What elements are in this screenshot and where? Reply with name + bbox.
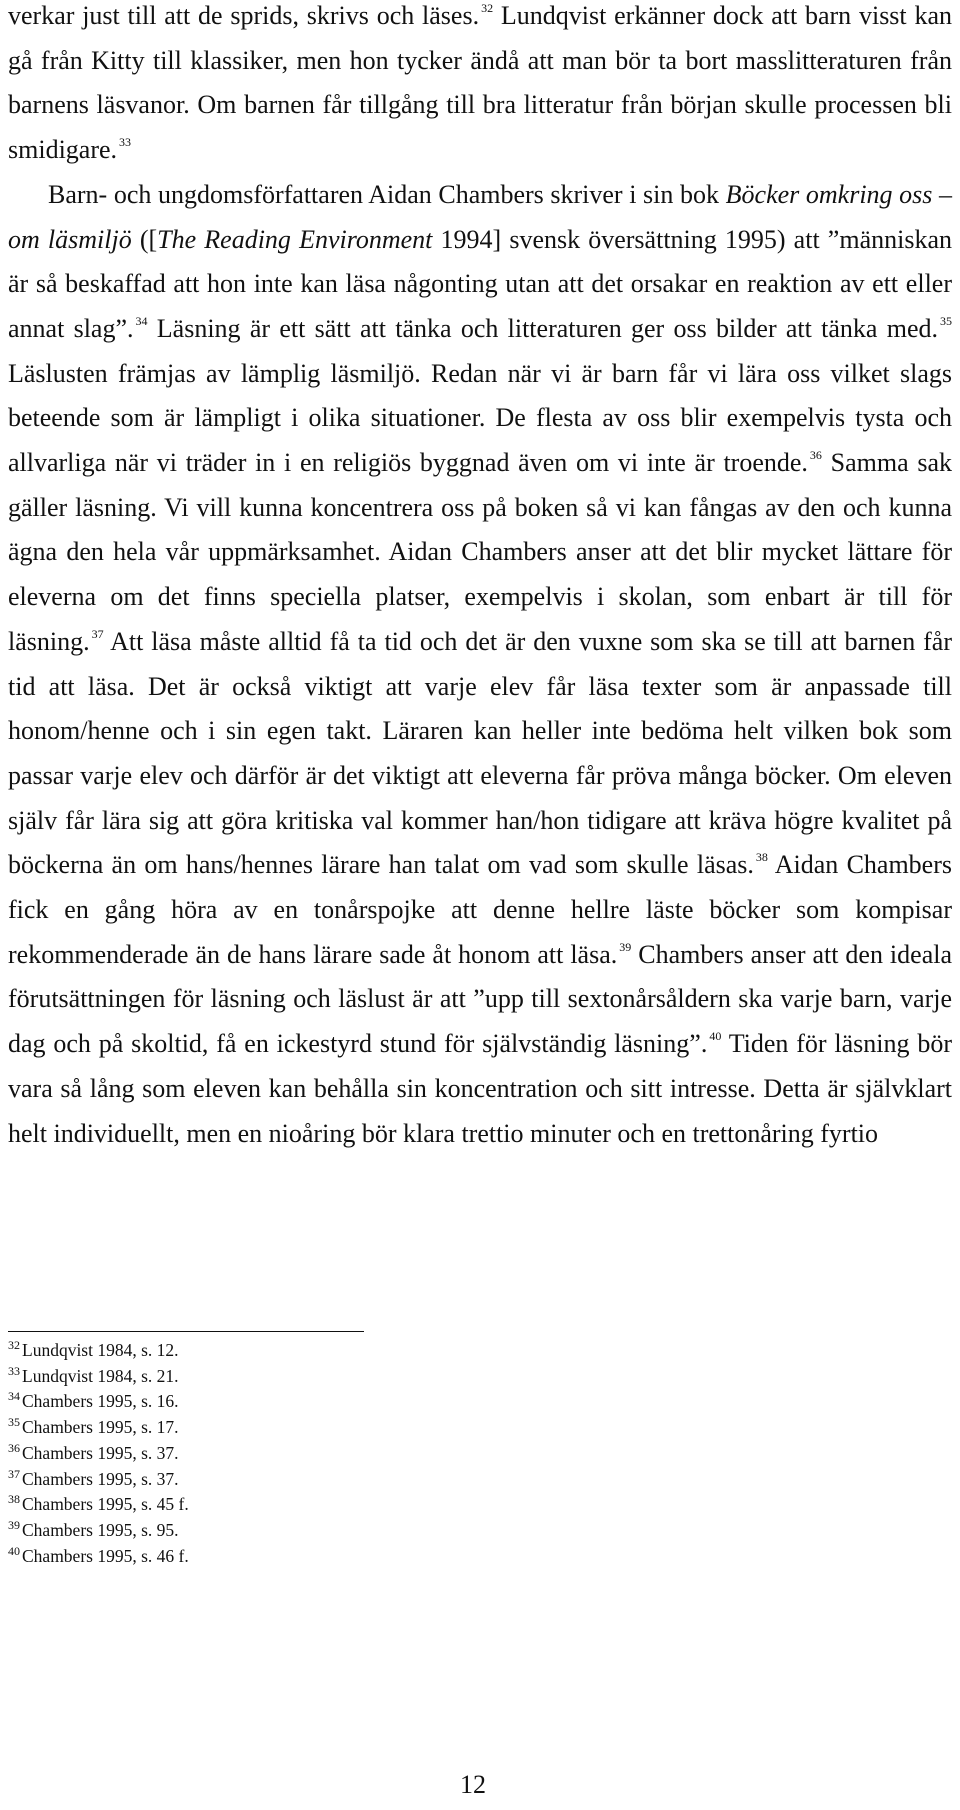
footnote-number: 33 xyxy=(8,1363,20,1378)
footnote-text: Chambers 1995, s. 16. xyxy=(22,1391,179,1412)
footnote-text: Chambers 1995, s. 37. xyxy=(22,1442,179,1463)
footnote xyxy=(8,1518,608,1544)
footnote-text: Lundqvist 1984, s. 21. xyxy=(22,1365,179,1386)
paragraph-2-text: Samma sak gäller läsning. Vi vill kunna koncentrera oss på boken så vi kan fångas av den och kunna ägna den hela vår uppmärksamhet. Aidan Chambers anser att det blir mycket lättare för eleverna om det finns speciella platser, exempelvis i skolan, som enbart är till för läsning. xyxy=(8,448,952,656)
footnote xyxy=(8,1389,608,1415)
paragraph-2-text: Aidan Chambers fick en gång höra av en tonårspojke att denne hellre läste böcker som kompisar rekommenderade än de hans lärare sade åt honom att läsa. xyxy=(8,850,952,969)
body-text xyxy=(8,0,952,1156)
footnote xyxy=(8,1441,608,1467)
paragraph-2 xyxy=(8,173,952,1156)
paragraph-2-text: Barn- och ungdomsförfattaren Aidan Chambers skriver i sin bok xyxy=(48,179,726,209)
footnote-ref-39: 39 xyxy=(619,939,632,954)
page-number: 12 xyxy=(460,1770,486,1799)
footnote-number: 38 xyxy=(8,1492,20,1507)
paragraph-2-text: 1994] svensk översättning 1995) att ”människan är så beskaffad att hon inte kan läsa någonting utan att det orsakar en reaktion av ett eller annat slag”. xyxy=(8,224,952,343)
footnote xyxy=(8,1467,608,1493)
paragraph-2-text: Att läsa måste alltid få ta tid och det är den vuxne som ska se till att barnen får tid att läsa. Det är också viktigt att varje elev får läsa texter som är anpassade till honom/henne och i sin egen takt. Läraren kan heller inte bedöma helt vilken bok som passar varje elev och därför är det viktigt att eleverna får pröva många böcker. Om eleven själv får lära sig att göra kritiska val kommer han/hon tidigare att kräva högre kvalitet på böckerna än om hans/hennes lärare han talat om vad som skulle läsas. xyxy=(8,626,952,880)
book-title-swedish: Böcker omkring oss – om läsmiljö xyxy=(8,179,953,254)
footnote-text: Chambers 1995, s. 45 f. xyxy=(22,1494,189,1515)
footnote xyxy=(8,1364,608,1390)
footnote-number: 36 xyxy=(8,1440,20,1455)
footnote-number: 32 xyxy=(8,1338,20,1352)
paragraph-1-text: verkar just till att de sprids, skrivs och läses. xyxy=(8,1,480,30)
footnote-number: 40 xyxy=(8,1543,20,1558)
footnote-ref-37: 37 xyxy=(91,626,104,641)
footnote-ref-34: 34 xyxy=(135,313,148,328)
footnote-number: 34 xyxy=(8,1389,20,1404)
paragraph-2-text: Chambers anser att den ideala förutsättningen för läsning och läslust är att ”upp till sextonårsåldern ska varje barn, varje dag och på skoltid, få en ickestyrd stund för självständig läsning”. xyxy=(8,939,953,1059)
paragraph-2-text: ([ xyxy=(131,224,158,254)
footnote xyxy=(8,1544,608,1570)
footnote-ref-33: 33 xyxy=(119,135,132,150)
paragraph-1-text: Lundqvist erkänner dock att barn visst kan gå från Kitty till klassiker, men hon tycker ändå att man bör ta bort masslitteraturen från barnens läsvanor. Om barnen får tillgång till bra litteratur från början skulle processen bli smidigare. xyxy=(8,1,952,165)
footnote-ref-38: 38 xyxy=(755,850,768,865)
footnote-text: Lundqvist 1984, s. 12. xyxy=(22,1340,179,1360)
footnote xyxy=(8,1492,608,1518)
footnote-separator xyxy=(8,1331,364,1332)
footnote xyxy=(8,1415,608,1441)
footnote-number: 39 xyxy=(8,1517,20,1532)
footnote-text: Chambers 1995, s. 95. xyxy=(22,1519,179,1540)
footnote-ref-35: 35 xyxy=(940,313,952,328)
book-title-english: The Reading Environment xyxy=(157,224,433,254)
paragraph-2-text: Läslusten främjas av lämplig läsmiljö. Redan när vi är barn får vi lära oss vilket slags beteende som är lämpligt i olika situationer. De flesta av oss blir exempelvis tysta och allvarliga när vi träder in i en religiös byggnad även om vi inte är troende. xyxy=(8,358,952,478)
paragraph-2-text: Läsning är ett sätt att tänka och litteraturen ger oss bilder att tänka med. xyxy=(147,313,938,343)
footnote-ref-36: 36 xyxy=(809,448,822,463)
footnote-ref-40: 40 xyxy=(709,1029,722,1044)
footnote-text: Chambers 1995, s. 37. xyxy=(22,1468,179,1489)
paragraph-2-text: Tiden för läsning bör vara så lång som eleven kan behålla sin koncentration och sitt intresse. Detta är självklart helt individuellt, men en nioåring bör klara trettio minuter och en trettonåring fyrtio xyxy=(8,1029,953,1148)
footnotes xyxy=(8,1338,608,1569)
paragraph-1 xyxy=(8,0,952,173)
footnote-number: 37 xyxy=(8,1466,20,1481)
footnote xyxy=(8,1338,608,1364)
footnote-text: Chambers 1995, s. 46 f. xyxy=(22,1545,189,1566)
footnote-number: 35 xyxy=(8,1415,20,1430)
footnote-ref-32: 32 xyxy=(481,1,494,15)
footnote-text: Chambers 1995, s. 17. xyxy=(22,1417,179,1438)
